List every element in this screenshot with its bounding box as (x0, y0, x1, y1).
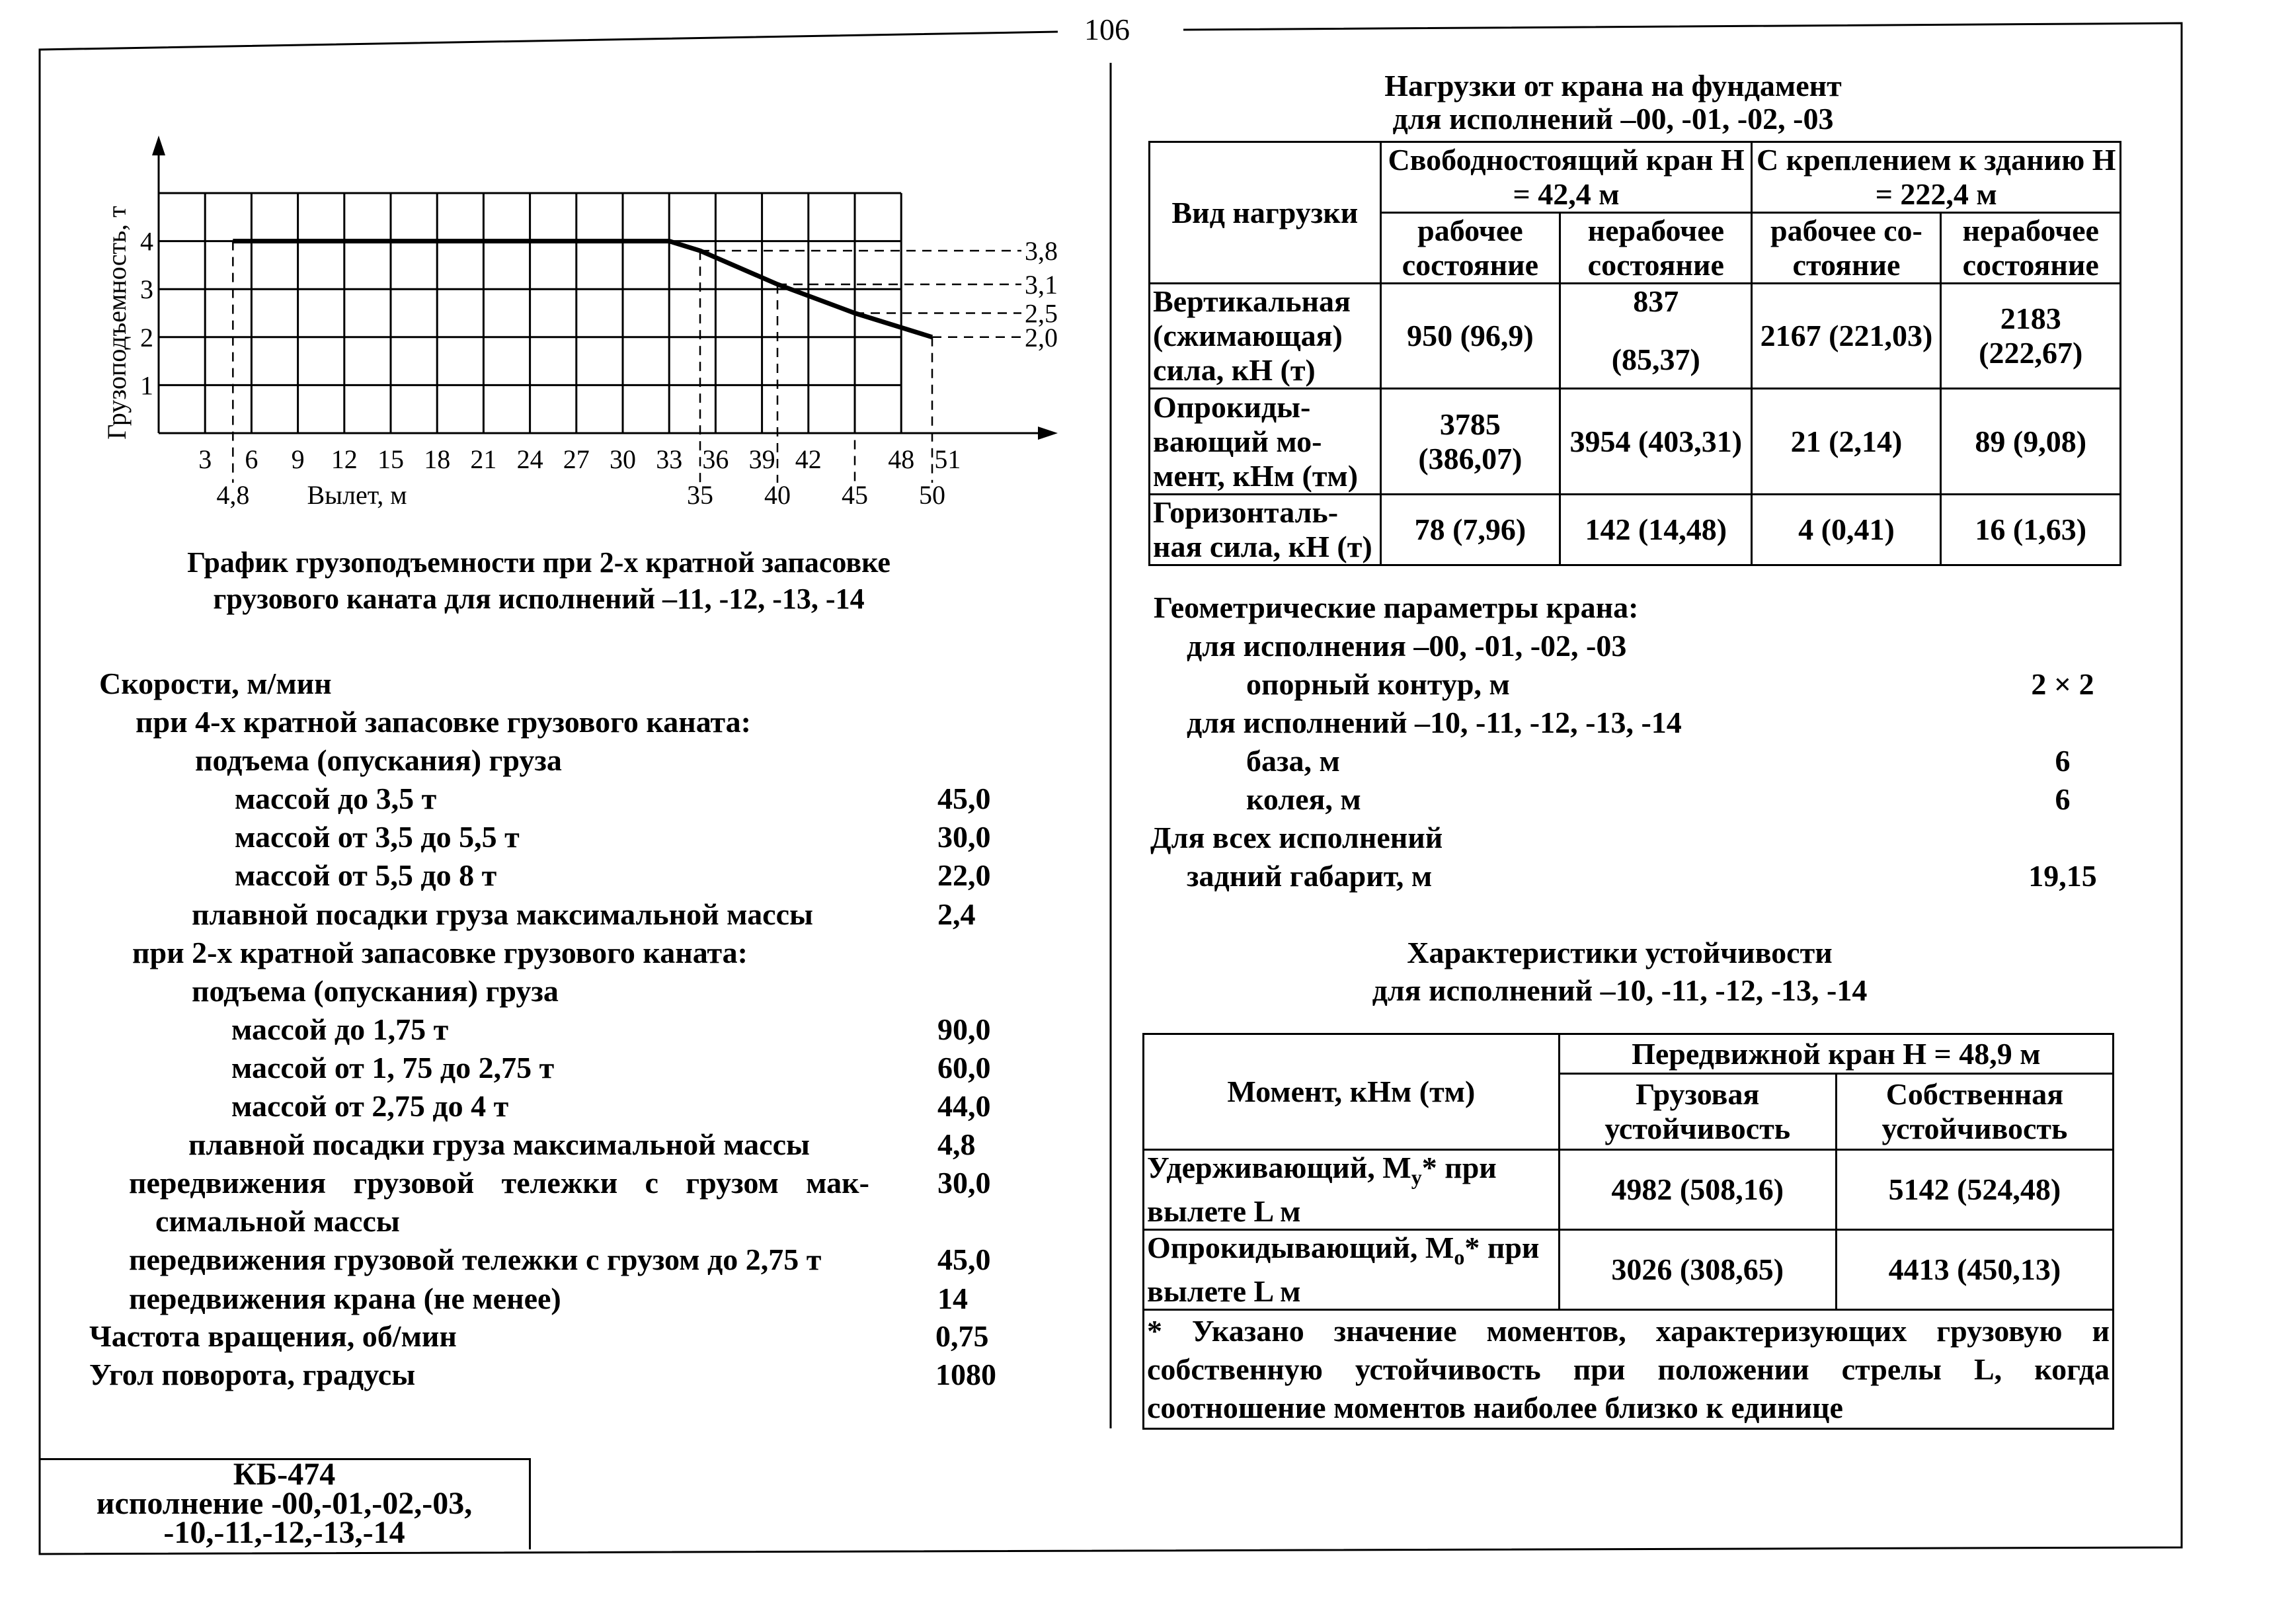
speed-row-label: массой от 1, 75 до 2,75 т (231, 1050, 555, 1085)
group-mobile-header: Передвижной кран H = 48,9 м (1559, 1034, 2113, 1074)
speed-row-value: 2,4 (937, 897, 976, 931)
cell: 21 (2,14) (1752, 389, 1941, 495)
y-tick-label: 3 (140, 274, 153, 305)
speed-row-label: при 2-х кратной запасовке грузового каната: (132, 935, 748, 969)
geometry-heading: Геометрические параметры крана: (1154, 591, 1639, 624)
speed-row-value: 60,0 (937, 1050, 991, 1085)
sub-header: рабочее состояние (1380, 213, 1560, 284)
x-tick-label: 18 (424, 444, 451, 474)
chart-title-line2: грузового каната для исполнений –11, -12, -13, -14 (213, 583, 865, 615)
row-label-text: Удерживающий, M (1147, 1151, 1411, 1184)
row-label-text: * при вылете L м (1147, 1231, 1540, 1309)
stability-note: * Указано значение моментов, характеризующих грузовую и собственную устойчивость при положении стрелы L, когда соотношение моментов наиболее близко к единице (1144, 1310, 2114, 1429)
speed-row-label: массой от 2,75 до 4 т (231, 1089, 509, 1123)
cell: 3026 (308,65) (1559, 1230, 1836, 1310)
row-label: Вертикальная (сжимающая) сила, кН (т) (1150, 284, 1381, 389)
speed-row-label: плавной посадки груза максимальной массы (188, 1127, 810, 1162)
x-mark-label: 35 (687, 480, 713, 510)
loads-table-title (1150, 69, 2076, 136)
x-axis-arrow (1038, 427, 1058, 440)
speed-row-value: 45,0 (937, 782, 991, 816)
row-label-text: * при вылете L м (1147, 1151, 1497, 1229)
sub-header: нерабочее состояние (1560, 213, 1752, 284)
x-tick-label: 12 (331, 444, 358, 474)
x-mark-label: 50 (919, 480, 945, 510)
cell: 2167 (221,03) (1752, 284, 1941, 389)
table-row (1144, 1230, 2114, 1310)
group-attached-header: С креплением к зданию H = 222,4 м (1752, 142, 2121, 213)
rotation-frequency-value: 0,75 (935, 1319, 989, 1353)
stability-title-line1: Характеристики устойчивости (1407, 936, 1833, 969)
cell: 4 (0,41) (1752, 495, 1941, 565)
speed-row-label: при 4-х кратной запасовке грузового каната: (136, 705, 751, 739)
speed-row-label: массой до 1,75 т (231, 1012, 449, 1046)
sub-header: Собственная устойчивость (1836, 1074, 2113, 1150)
right-value-label: 3,1 (1025, 269, 1058, 300)
cell: 5142 (524,48) (1836, 1150, 2113, 1230)
stamp-model: КБ-474 (233, 1457, 336, 1492)
geometry-row-label: для исполнений –10, -11, -12, -13, -14 (1187, 706, 1682, 739)
table-row (1150, 389, 2121, 495)
speed-row-label: передвижения крана (не менее) (129, 1281, 561, 1315)
x-tick-label: 39 (748, 444, 775, 474)
loads-title-line1: Нагрузки от крана на фундамент (1384, 69, 1842, 102)
cell (1560, 284, 1752, 389)
speed-row-label: плавной посадки груза максимальной массы (192, 897, 813, 931)
loads-table (1148, 141, 2121, 566)
stamp-line2: исполнение -00,-01,-02,-03, (96, 1486, 473, 1521)
geometry-row-label: опорный контур, м (1246, 667, 1510, 701)
y-tick-label: 2 (140, 322, 153, 352)
x-tick-label: 51 (934, 444, 961, 474)
speed-row-value: 14 (937, 1281, 968, 1315)
cell: 16 (1,63) (1941, 495, 2121, 565)
speed-row-label: подъема (опускания) груза (192, 973, 559, 1008)
speed-row-value: 22,0 (937, 858, 991, 893)
speeds-heading: Скорости, м/мин (99, 667, 332, 700)
geometry-row-label: колея, м (1246, 782, 1361, 816)
y-tick-label: 4 (140, 226, 153, 257)
col-type-header: Вид нагрузки (1150, 142, 1381, 284)
geometry-row-label: база, м (1246, 744, 1340, 778)
cell: 2183 (222,67) (1941, 284, 2121, 389)
x-mark-label: 40 (764, 480, 791, 510)
cell: 3785 (386,07) (1380, 389, 1560, 495)
row-label (1144, 1230, 1560, 1310)
speed-row-label: подъема (опускания) груза (195, 743, 562, 778)
cell: 4982 (508,16) (1559, 1150, 1836, 1230)
title-stamp (40, 1458, 531, 1549)
x-tick-label: 30 (610, 444, 636, 474)
x-tick-label: 3 (198, 444, 212, 474)
row-label: Горизонталь- ная сила, кН (т) (1150, 495, 1381, 565)
rotation-angle-value: 1080 (935, 1358, 996, 1391)
geometry-row-value: 19,15 (2028, 859, 2097, 893)
row-label-sub: о (1454, 1245, 1465, 1270)
stability-title (1256, 934, 1983, 1009)
x-tick-label: 48 (888, 444, 915, 474)
col-moment-header: Момент, кНм (тм) (1144, 1034, 1560, 1150)
table-row (1150, 284, 2121, 389)
speed-row-value: 44,0 (937, 1089, 991, 1123)
cell: 950 (96,9) (1380, 284, 1560, 389)
stamp-line3: -10,-11,-12,-13,-14 (163, 1515, 405, 1550)
cell-value: (85,37) (1611, 343, 1700, 376)
speed-row-label: массой от 3,5 до 5,5 т (235, 820, 520, 854)
geometry-row-value: 6 (2055, 782, 2071, 816)
loads-title-line2: для исполнений –00, -01, -02, -03 (1392, 102, 1834, 136)
x-axis-label: Вылет, м (307, 480, 407, 510)
speed-row-label: передвижения грузовой тележки с грузом мак- (129, 1166, 869, 1200)
x-tick-label: 27 (563, 444, 590, 474)
cell: 142 (14,48) (1560, 495, 1752, 565)
speed-row-value: 90,0 (937, 1012, 991, 1046)
load-capacity-chart (0, 0, 1111, 529)
geometry-row-label: задний габарит, м (1187, 859, 1433, 893)
stability-title-line2: для исполнений –10, -11, -12, -13, -14 (1372, 973, 1868, 1007)
x-tick-label: 15 (377, 444, 404, 474)
rotation-frequency-label: Частота вращения, об/мин (89, 1319, 457, 1353)
geometry-row-value: 6 (2055, 744, 2071, 778)
page-number: 106 (1084, 13, 1130, 46)
cell-value: 837 (1633, 284, 1679, 318)
speed-row-label: массой до 3,5 т (235, 782, 437, 816)
geometry-row-value: 2 × 2 (2031, 667, 2094, 701)
table-row (1150, 495, 2121, 565)
right-value-label: 2,0 (1025, 322, 1058, 352)
x-tick-label: 36 (702, 444, 729, 474)
rotation-angle-label: Угол поворота, градусы (89, 1358, 416, 1391)
geometry-row-label: для исполнения –00, -01, -02, -03 (1187, 629, 1627, 663)
x-mark-label: 4,8 (216, 480, 250, 510)
cell: 78 (7,96) (1380, 495, 1560, 565)
right-value-label: 2,5 (1025, 298, 1058, 329)
x-mark-label: 45 (842, 480, 868, 510)
stability-table (1142, 1033, 2114, 1430)
speed-row-value: 45,0 (937, 1243, 991, 1277)
right-value-label: 3,8 (1025, 236, 1058, 266)
row-label-text: Опрокидывающий, M (1147, 1231, 1454, 1265)
table-row (1144, 1150, 2114, 1230)
cell: 89 (9,08) (1941, 389, 2121, 495)
speed-row-label: симальной массы (155, 1204, 400, 1239)
x-tick-label: 9 (291, 444, 305, 474)
y-axis-label: Грузоподъемность, т (102, 206, 132, 440)
row-label (1144, 1150, 1560, 1230)
speed-row-label: передвижения грузовой тележки с грузом до 2,75 т (129, 1243, 822, 1277)
speed-row-label: массой от 5,5 до 8 т (235, 858, 497, 893)
sub-header: нерабочее состояние (1941, 213, 2121, 284)
chart-title (93, 544, 985, 617)
cell: 4413 (450,13) (1836, 1230, 2113, 1310)
y-axis-arrow (152, 136, 165, 155)
speed-row-value: 30,0 (937, 1166, 991, 1200)
x-tick-label: 42 (795, 444, 822, 474)
speed-row-value: 4,8 (937, 1127, 976, 1162)
sub-header: рабочее со- стояние (1752, 213, 1941, 284)
row-label: Опрокиды- вающий мо- мент, кНм (тм) (1150, 389, 1381, 495)
speed-row-value: 30,0 (937, 820, 991, 854)
x-tick-label: 21 (470, 444, 497, 474)
sub-header: Грузовая устойчивость (1559, 1074, 1836, 1150)
x-tick-label: 24 (516, 444, 543, 474)
group-freestanding-header: Свободностоящий кран H = 42,4 м (1380, 142, 1752, 213)
cell: 3954 (403,31) (1560, 389, 1752, 495)
x-tick-label: 33 (656, 444, 683, 474)
x-tick-label: 6 (245, 444, 258, 474)
row-label-sub: у (1411, 1165, 1422, 1190)
chart-title-line1: График грузоподъемности при 2-х кратной запасовке (187, 546, 891, 579)
y-tick-label: 1 (140, 370, 153, 401)
geometry-row-label: Для всех исполнений (1150, 821, 1443, 854)
